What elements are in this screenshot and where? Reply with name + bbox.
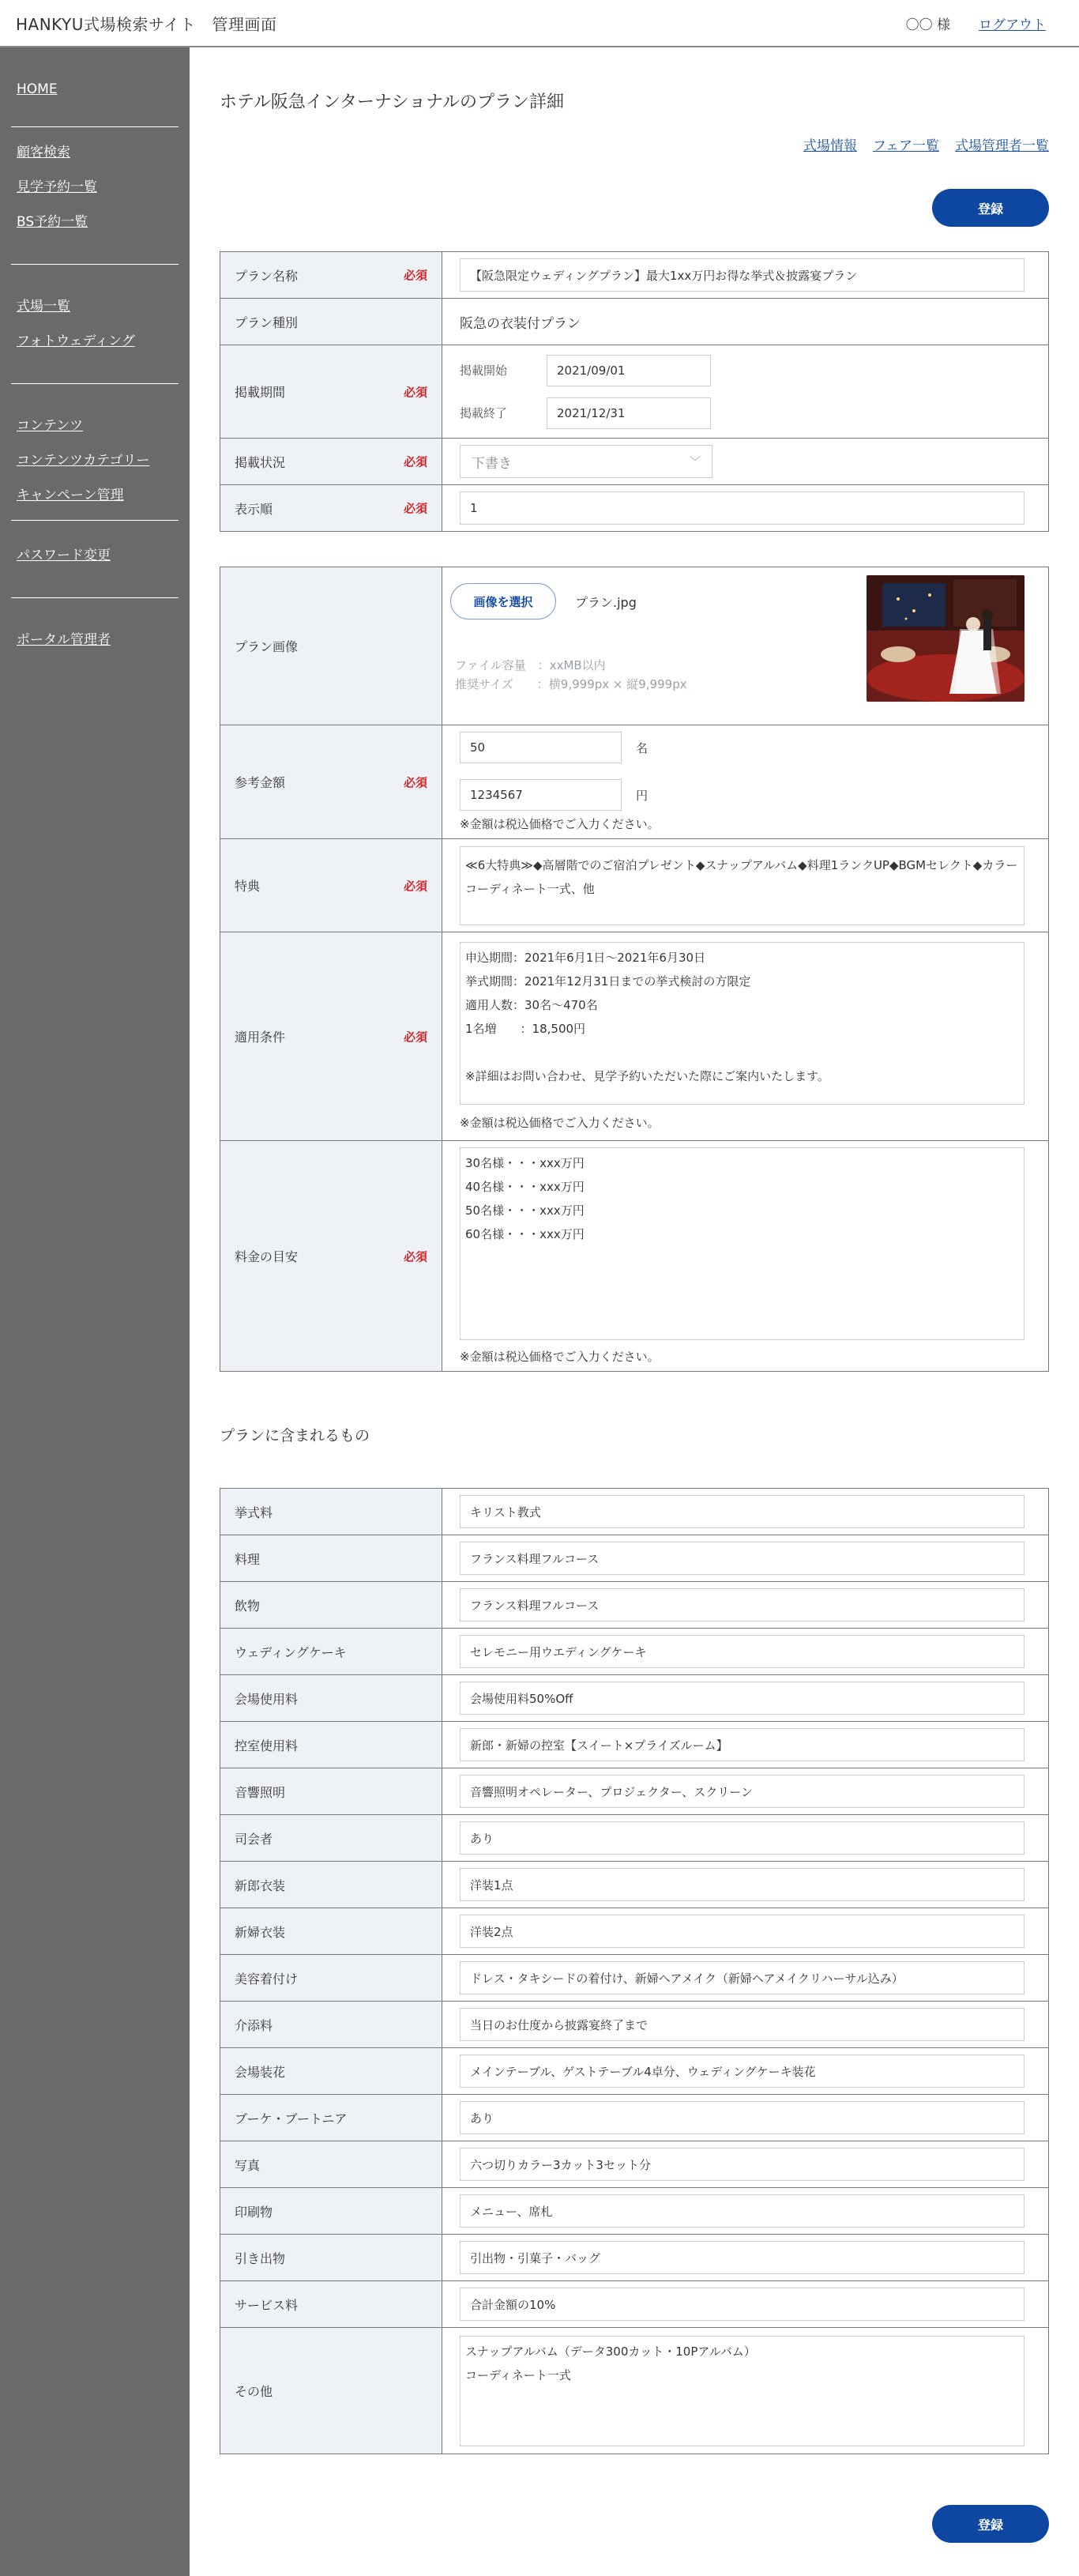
page-title: ホテル阪急インターナショナルのプラン詳細	[220, 92, 565, 112]
status-select[interactable]: 下書き ﹀	[460, 445, 712, 478]
plan-name-input[interactable]: 【阪急限定ウェディングプラン】最大1xx万円お得な挙式＆披露宴プラン	[460, 258, 1024, 292]
include-label: ウェディングケーキ	[220, 1629, 442, 1675]
plan-image-preview	[867, 575, 1024, 702]
image-filename: プラン.jpg	[575, 594, 637, 610]
plan-image-label: プラン画像	[220, 567, 442, 725]
sidebar-item-campaigns[interactable]: キャンペーン管理	[17, 488, 124, 503]
tax-note: ※金額は税込価格でご入力ください。	[460, 817, 660, 831]
sidebar-item-visit-reservations[interactable]: 見学予約一覧	[17, 179, 97, 195]
required-badge: 必須	[403, 385, 427, 399]
required-badge: 必須	[403, 1249, 427, 1264]
include-input[interactable]: 洋装2点	[460, 1915, 1024, 1948]
benefit-label: 特典 必須	[220, 839, 442, 932]
recommended-size-hint: 推奨サイズ ：横9,999px × 縦9,999px	[455, 677, 687, 691]
sidebar-item-home[interactable]: HOME	[17, 81, 58, 97]
include-label: 介添料	[220, 2002, 442, 2048]
sidebar-item-photo-wedding[interactable]: フォトウェディング	[17, 333, 135, 349]
period-start-input[interactable]: 2021/09/01	[547, 355, 711, 386]
price-guide-textarea[interactable]: 30名様・・・xxx万円 40名様・・・xxx万円 50名様・・・xxx万円 60名様・・・xxx万円	[460, 1147, 1024, 1340]
include-row	[220, 1768, 1049, 1815]
price-amount-unit: 円	[636, 788, 649, 803]
sidebar-item-portal-admin[interactable]: ポータル管理者	[17, 632, 111, 648]
status-label: 掲載状況 必須	[220, 439, 442, 485]
period-label: 掲載期間 必須	[220, 345, 442, 439]
include-input[interactable]: 洋装1点	[460, 1868, 1024, 1901]
include-input[interactable]: メインテーブル、ゲストテーブル4卓分、ウェディングケーキ装花	[460, 2054, 1024, 2088]
price-amount-input[interactable]: 1234567	[460, 779, 622, 811]
include-row	[220, 1535, 1049, 1582]
user-name: 〇〇 様	[905, 17, 950, 33]
include-label: ブーケ・ブートニア	[220, 2095, 442, 2141]
required-badge: 必須	[403, 1030, 427, 1044]
period-start-label: 掲載開始	[460, 363, 508, 378]
basic-info-table	[220, 251, 1049, 532]
include-input[interactable]: 合計金額の10%	[460, 2288, 1024, 2321]
file-size-hint: ファイル容量 ：xxMB以内	[455, 658, 606, 672]
include-row	[220, 1489, 1049, 1535]
sidebar-item-contents[interactable]: コンテンツ	[17, 418, 84, 434]
include-input[interactable]: メニュー、席札	[460, 2194, 1024, 2228]
include-input[interactable]: 六つ切りカラー3カット3セット分	[460, 2148, 1024, 2181]
venue-admin-list-link[interactable]: 式場管理者一覧	[955, 138, 1049, 154]
include-row	[220, 1955, 1049, 2002]
include-row	[220, 1908, 1049, 1955]
price-people-input[interactable]: 50	[460, 732, 622, 763]
price-people-unit: 名	[636, 740, 649, 755]
wedding-photo-image	[867, 575, 1024, 702]
include-input[interactable]: 新郎・新婦の控室【スイート×プライズルーム】	[460, 1728, 1024, 1761]
conditions-textarea[interactable]: 申込期間：2021年6月1日〜2021年6月30日 挙式期間：2021年12月31日までの挙式検討の方限定 適用人数：30名〜470名 1名増 ：18,500円 ※詳細はお問い合わせ、見学予約いただいた際にご案内いたします。	[460, 942, 1024, 1105]
include-row	[220, 1815, 1049, 1862]
include-input[interactable]: 引出物・引菓子・バッグ	[460, 2241, 1024, 2274]
order-label: 表示順 必須	[220, 485, 442, 532]
include-label: 会場装花	[220, 2048, 442, 2095]
register-button-bottom[interactable]: 登録	[932, 2505, 1049, 2543]
include-input[interactable]: フランス料理フルコース	[460, 1588, 1024, 1621]
price-label: 参考金額 必須	[220, 725, 442, 839]
header-user-area	[906, 13, 1046, 33]
sidebar-item-password[interactable]: パスワード変更	[17, 548, 111, 563]
tax-note: ※金額は税込価格でご入力ください。	[460, 1350, 660, 1364]
include-label: 写真	[220, 2141, 442, 2188]
plan-type-value: 阪急の衣装付プラン	[460, 315, 581, 332]
details-table	[220, 567, 1049, 1372]
logout-link[interactable]: ログアウト	[979, 17, 1046, 33]
include-label: 会場使用料	[220, 1675, 442, 1722]
include-row	[220, 2095, 1049, 2141]
required-badge: 必須	[403, 454, 427, 469]
select-image-button[interactable]: 画像を選択	[450, 583, 556, 620]
include-label: 飲物	[220, 1582, 442, 1629]
required-badge: 必須	[403, 501, 427, 516]
includes-section-title: プランに含まれるもの	[220, 1427, 370, 1444]
sidebar-item-content-categories[interactable]: コンテンツカテゴリー	[17, 453, 150, 469]
sidebar-item-bs-reservations[interactable]: BS予約一覧	[17, 214, 88, 230]
sidebar-item-customer-search[interactable]: 顧客検索	[17, 145, 70, 160]
chevron-down-icon: ﹀	[690, 456, 701, 469]
include-label: 司会者	[220, 1815, 442, 1862]
app-title: HANKYU式場検索サイト 管理画面	[16, 14, 277, 34]
include-label: 引き出物	[220, 2235, 442, 2281]
include-input[interactable]: あり	[460, 2101, 1024, 2134]
price-guide-label: 料金の目安 必須	[220, 1141, 442, 1372]
include-input[interactable]: 会場使用料50%Off	[460, 1682, 1024, 1715]
benefit-textarea[interactable]: ≪6大特典≫◆高層階でのご宿泊プレゼント◆スナップアルバム◆料理1ランクUP◆BGMセレクト◆カラーコーディネート一式、他	[460, 846, 1024, 925]
include-row	[220, 1582, 1049, 1629]
include-input[interactable]: フランス料理フルコース	[460, 1542, 1024, 1575]
plan-name-label: プラン名称 必須	[220, 252, 442, 299]
include-label: 控室使用料	[220, 1722, 442, 1768]
other-label: その他	[220, 2328, 442, 2454]
include-input[interactable]: 音響照明オペレーター、プロジェクター、スクリーン	[460, 1775, 1024, 1808]
include-row	[220, 1862, 1049, 1908]
include-row	[220, 1722, 1049, 1768]
include-label: 料理	[220, 1535, 442, 1582]
sub-navigation	[803, 134, 1049, 154]
fair-list-link[interactable]: フェア一覧	[872, 138, 939, 154]
include-label: 印刷物	[220, 2188, 442, 2235]
conditions-label: 適用条件 必須	[220, 932, 442, 1141]
other-textarea[interactable]: スナップアルバム（データ300カット・10Pアルバム） コーディネート一式	[460, 2336, 1024, 2446]
required-badge: 必須	[403, 775, 427, 789]
include-row	[220, 2048, 1049, 2095]
include-input[interactable]: キリスト教式	[460, 1495, 1024, 1528]
include-label: 音響照明	[220, 1768, 442, 1815]
include-row	[220, 2235, 1049, 2281]
include-row	[220, 1675, 1049, 1722]
include-row	[220, 2281, 1049, 2328]
plan-type-label: プラン種別	[220, 299, 442, 345]
include-row	[220, 1629, 1049, 1675]
sidebar	[0, 47, 190, 2576]
tax-note: ※金額は税込価格でご入力ください。	[460, 1116, 660, 1130]
app-header	[0, 0, 1079, 47]
register-button-top[interactable]: 登録	[932, 189, 1049, 227]
sidebar-item-venues[interactable]: 式場一覧	[17, 299, 70, 314]
include-label: 挙式料	[220, 1489, 442, 1535]
venue-info-link[interactable]: 式場情報	[803, 138, 857, 154]
include-row	[220, 2141, 1049, 2188]
include-label: 新郎衣装	[220, 1862, 442, 1908]
required-badge: 必須	[403, 879, 427, 893]
period-end-input[interactable]: 2021/12/31	[547, 397, 711, 429]
include-input[interactable]: あり	[460, 1821, 1024, 1855]
include-row	[220, 2002, 1049, 2048]
includes-table	[220, 1488, 1049, 2454]
include-label: 美容着付け	[220, 1955, 442, 2002]
include-row	[220, 2188, 1049, 2235]
period-end-label: 掲載終了	[460, 406, 508, 420]
include-input[interactable]: ドレス・タキシードの着付け、新婦ヘアメイク（新婦ヘアメイクリハーサル込み）	[460, 1961, 1024, 1994]
order-input[interactable]: 1	[460, 491, 1024, 525]
include-label: サービス料	[220, 2281, 442, 2328]
include-input[interactable]: 当日のお仕度から披露宴終了まで	[460, 2008, 1024, 2041]
required-badge: 必須	[403, 268, 427, 283]
include-label: 新婦衣装	[220, 1908, 442, 1955]
include-input[interactable]: セレモニー用ウエディングケーキ	[460, 1635, 1024, 1668]
